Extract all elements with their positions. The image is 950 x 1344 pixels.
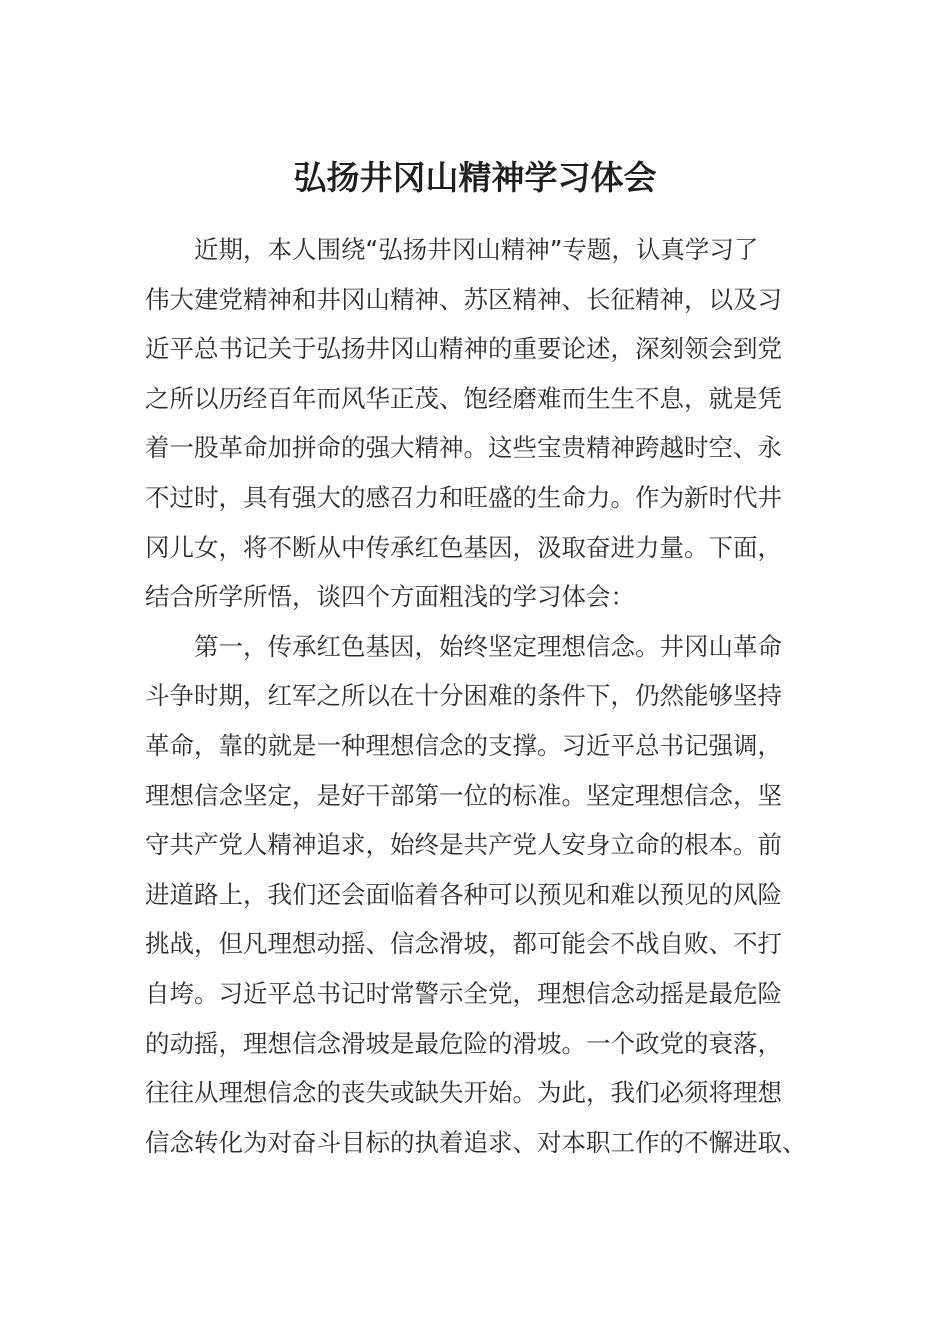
paragraph-line: 自垮。习近平总书记时常警示全党，理想信念动摇是最危险 bbox=[145, 978, 782, 1008]
document-title: 弘扬井冈山精神学习体会 bbox=[293, 158, 657, 197]
paragraph-line: 守共产党人精神追求，始终是共产党人安身立命的根本。前 bbox=[145, 830, 782, 860]
paragraph-line: 的动摇，理想信念滑坡是最危险的滑坡。一个政党的衰落， bbox=[145, 1028, 782, 1058]
paragraph-line: 结合所学所悟，谈四个方面粗浅的学习体会： bbox=[145, 582, 635, 612]
paragraph-line: 信念转化为对奋斗目标的执着追求、对本职工作的不懈进取、 bbox=[145, 1127, 807, 1157]
paragraph-line: 近期，本人围绕“弘扬井冈山精神”专题，认真学习了 bbox=[194, 235, 759, 264]
paragraph-line: 伟大建党精神和井冈山精神、苏区精神、长征精神，以及习 bbox=[145, 284, 782, 314]
document-body bbox=[145, 225, 805, 1167]
paragraph-line: 理想信念坚定，是好干部第一位的标准。坚定理想信念，坚 bbox=[145, 780, 782, 810]
paragraph-line: 不过时，具有强大的感召力和旺盛的生命力。作为新时代井 bbox=[145, 482, 782, 512]
paragraph-line: 往往从理想信念的丧失或缺失开始。为此，我们必须将理想 bbox=[145, 1078, 782, 1108]
paragraph-line: 挑战，但凡理想动摇、信念滑坡，都可能会不战自败、不打 bbox=[145, 929, 782, 959]
paragraph-line: 进道路上，我们还会面临着各种可以预见和难以预见的风险 bbox=[145, 879, 782, 909]
paragraph-line: 革命，靠的就是一种理想信念的支撑。习近平总书记强调， bbox=[145, 730, 782, 760]
paragraph-line: 斗争时期，红军之所以在十分困难的条件下，仍然能够坚持 bbox=[145, 681, 782, 711]
paragraph-line: 近平总书记关于弘扬井冈山精神的重要论述，深刻领会到党 bbox=[145, 334, 782, 364]
paragraph-line: 冈儿女，将不断从中传承红色基因，汲取奋进力量。下面， bbox=[145, 532, 782, 562]
paragraph-line: 之所以历经百年而风华正茂、饱经磨难而生生不息，就是凭 bbox=[145, 383, 782, 413]
paragraph-line: 着一股革命加拼命的强大精神。这些宝贵精神跨越时空、永 bbox=[145, 433, 782, 463]
paragraph-line: 第一，传承红色基因，始终坚定理想信念。井冈山革命 bbox=[194, 631, 782, 661]
